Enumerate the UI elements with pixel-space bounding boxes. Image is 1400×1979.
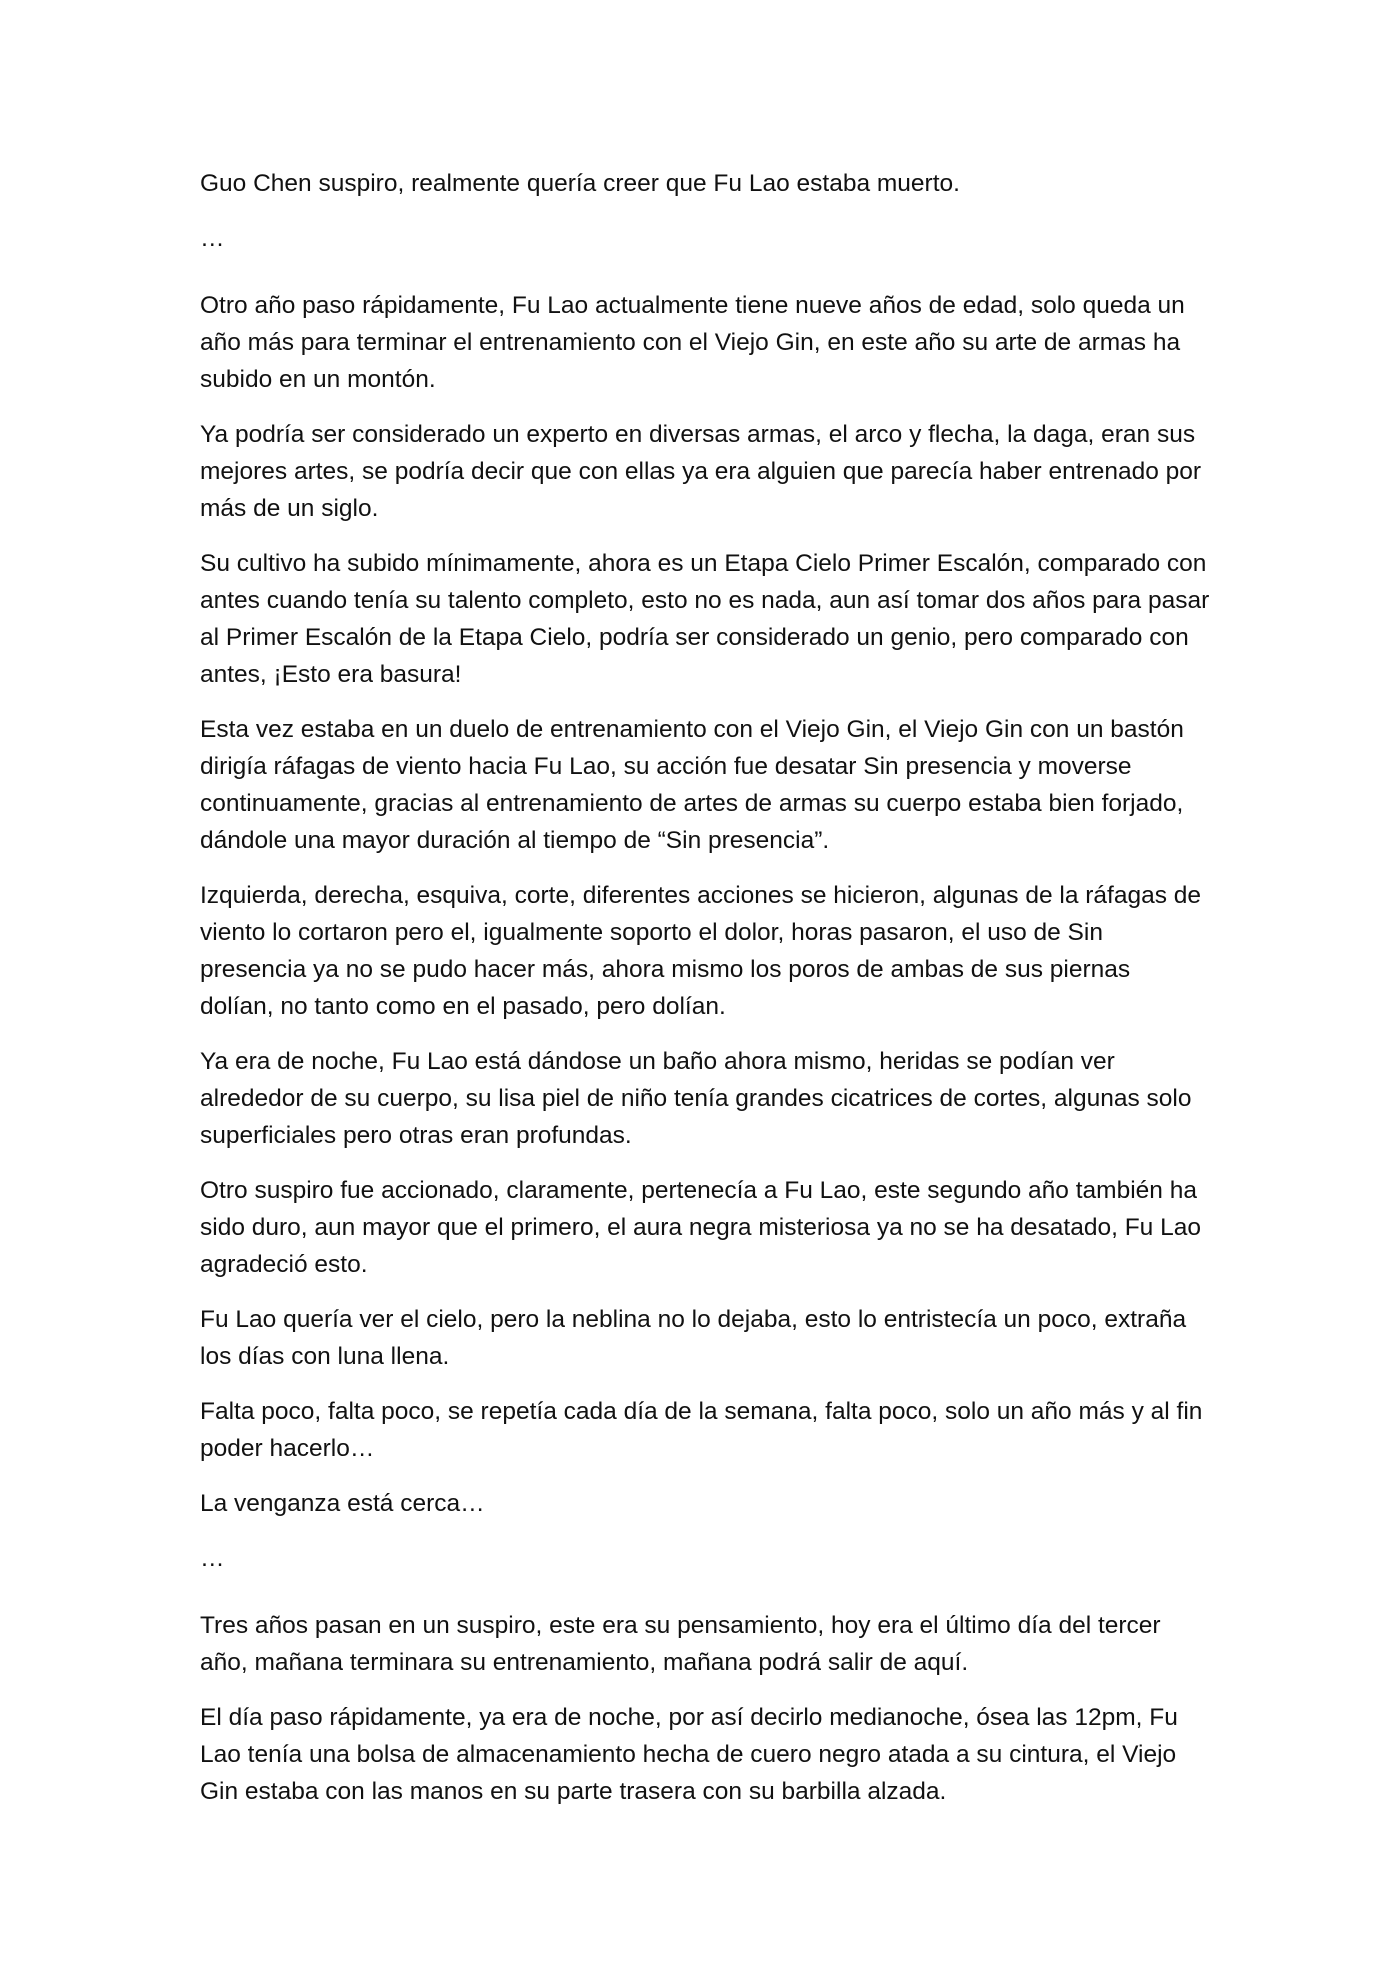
paragraph: Fu Lao quería ver el cielo, pero la neblina no lo dejaba, esto lo entristecía un poco, extraña los días con luna llena. — [200, 1306, 1187, 1370]
paragraph: Ya era de noche, Fu Lao está dándose un baño ahora mismo, heridas se podían ver alrededor de su cuerpo, su lisa piel de niño tenía grandes cicatrices de cortes, algunas solo superficiales pero otras eran profundas. — [200, 1048, 1192, 1149]
paragraph: La venganza está cerca… — [200, 1490, 485, 1517]
paragraph: Esta vez estaba en un duelo de entrenamiento con el Viejo Gin, el Viejo Gin con un bastón dirigía ráfagas de viento hacia Fu Lao, su acción fue desatar Sin presencia y moverse continuamente, gracias al entrenamiento de artes de armas su cuerpo estaba bien forjado, dándole una mayor duración al tiempo de “Sin presencia”. — [200, 716, 1184, 854]
section-separator: … — [200, 225, 225, 252]
paragraph: Otro año paso rápidamente, Fu Lao actualmente tiene nueve años de edad, solo queda un año más para terminar el entrenamiento con el Viejo Gin, en este año su arte de armas ha subido en un montón. — [200, 292, 1185, 393]
paragraph: Otro suspiro fue accionado, claramente, pertenecía a Fu Lao, este segundo año también ha sido duro, aun mayor que el primero, el aura negra misteriosa ya no se ha desatado, Fu Lao agradeció esto. — [200, 1177, 1201, 1278]
document-body — [200, 165, 1210, 1828]
paragraph: Izquierda, derecha, esquiva, corte, diferentes acciones se hicieron, algunas de la ráfagas de viento lo cortaron pero el, igualmente soporto el dolor, horas pasaron, el uso de Sin presencia ya no se pudo hacer más, ahora mismo los poros de ambas de sus piernas dolían, no tanto como en el pasado, pero dolían. — [200, 882, 1202, 1020]
section-separator: … — [200, 1545, 225, 1572]
paragraph: Ya podría ser considerado un experto en diversas armas, el arco y flecha, la daga, eran sus mejores artes, se podría decir que con ellas ya era alguien que parecía haber entrenado por más de un siglo. — [200, 421, 1202, 522]
paragraph: Tres años pasan en un suspiro, este era su pensamiento, hoy era el último día del tercer año, mañana terminara su entrenamiento, mañana podrá salir de aquí. — [200, 1612, 1161, 1676]
paragraph: El día paso rápidamente, ya era de noche, por así decirlo medianoche, ósea las 12pm, Fu Lao tenía una bolsa de almacenamiento hecha de cuero negro atada a su cintura, el Viejo Gin estaba con las manos en su parte trasera con su barbilla alzada. — [200, 1704, 1178, 1805]
paragraph: Guo Chen suspiro, realmente quería creer que Fu Lao estaba muerto. — [200, 170, 960, 197]
paragraph: Falta poco, falta poco, se repetía cada día de la semana, falta poco, solo un año más y al fin poder hacerlo… — [200, 1398, 1203, 1462]
paragraph: Su cultivo ha subido mínimamente, ahora es un Etapa Cielo Primer Escalón, comparado con antes cuando tenía su talento completo, esto no es nada, aun así tomar dos años para pasar al Primer Escalón de la Etapa Cielo, podría ser considerado un genio, pero comparado con antes, ¡Esto era basura! — [200, 550, 1210, 688]
